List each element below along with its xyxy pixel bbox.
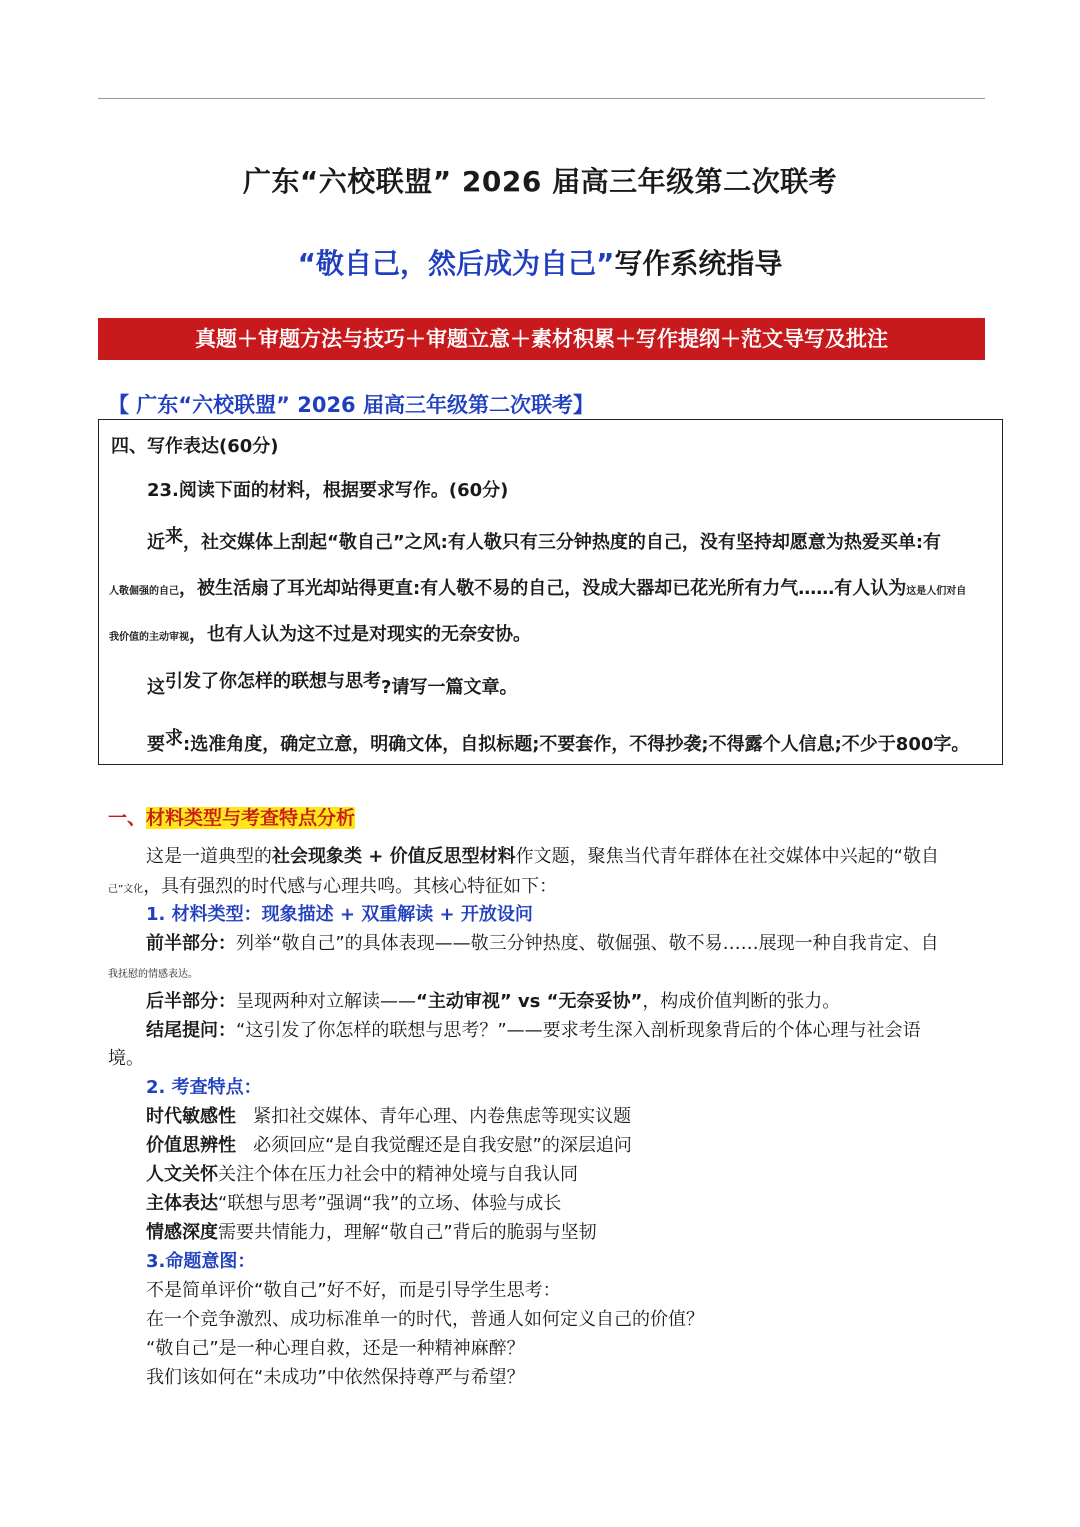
page-title: 广东“六校联盟” 2026 届高三年级第二次联考: [242, 165, 838, 198]
ending-question-tail: 境。: [108, 1048, 144, 1069]
trait-item: 情感深度需要共情能力，理解“敬自己”背后的脆弱与坚韧: [146, 1222, 597, 1243]
intent-line: 在一个竞争激烈、成功标准单一的时代，普通人如何定义自己的价值？: [146, 1309, 704, 1330]
back-half: 后半部分：呈现两种对立解读——“主动审视” vs “无奈妥协”，构成价值判断的张力。: [146, 991, 841, 1012]
trait-item: 时代敏感性 紧扣社交媒体、青年心理、内卷焦虑等现实议题: [146, 1106, 632, 1127]
trait-item: 人文关怀关注个体在压力社会中的精神处境与自我认同: [146, 1164, 578, 1185]
question-requirements: 要求:选准角度，确定立意，明确文体，自拟标题;不要套作，不得抄袭;不得露个人信息;不少于800字。: [147, 728, 970, 755]
analysis-intro-cont: 己”文化，具有强烈的时代感与心理共鸣。其核心特征如下：: [108, 876, 558, 897]
analysis-sub2: 2. 考查特点：: [146, 1077, 262, 1098]
material-line-2: 人敬倔强的自己，被生活扇了耳光却站得更直:有人敬不易的自己，没成大器却已花光所有力气……有人认为这是人们对自: [109, 578, 967, 599]
trait-item: 主体表达“联想与思考”强调“我”的立场、体验与成长: [146, 1193, 562, 1214]
question-box: [98, 419, 1003, 765]
front-half-tail: 我抚慰的情感表达。: [108, 969, 198, 980]
material-line-1: 近来，社交媒体上刮起“敬自己”之风:有人敬只有三分钟热度的自己，没有坚持却愿意为热爱买单:有: [147, 526, 942, 553]
question-ask: 这引发了你怎样的联想与思考?请写一篇文章。: [147, 671, 518, 698]
intent-line: 不是简单评价“敬自己”好不好，而是引导学生思考：: [146, 1280, 561, 1301]
intent-line: “敬自己”是一种心理自救，还是一种精神麻醉？: [146, 1338, 525, 1359]
content-banner: 真题＋审题方法与技巧＋审题立意＋素材积累＋写作提纲＋范文导写及批注: [98, 318, 985, 360]
intent-line: 我们该如何在“未成功”中依然保持尊严与希望？: [146, 1367, 525, 1388]
analysis-heading: 一、材料类型与考查特点分析: [108, 807, 356, 829]
subtitle-topic: “敬自己，然后成为自己”: [297, 247, 615, 280]
material-line-3: 我价值的主动审视，也有人认为这不过是对现实的无奈安协。: [109, 624, 531, 645]
page-subtitle: [0, 242, 1080, 282]
question-section: 四、写作表达(60分): [111, 436, 279, 457]
source-label: 【 广东“六校联盟” 2026 届高三年级第二次联考】: [108, 393, 594, 417]
question-prompt: 23.阅读下面的材料，根据要求写作。(60分): [147, 480, 509, 501]
front-half: 前半部分：列举“敬自己”的具体表现——敬三分钟热度、敬倔强、敬不易……展现一种自我肯定、自: [146, 933, 939, 954]
trait-item: 价值思辨性 必须回应“是自我觉醒还是自我安慰”的深层追问: [146, 1135, 632, 1156]
analysis-sub1: 1. 材料类型：现象描述 + 双重解读 + 开放设问: [146, 904, 533, 925]
subtitle-rest: 写作系统指导: [614, 247, 783, 280]
analysis-intro: 这是一道典型的社会现象类 + 价值反思型材料作文题，聚焦当代青年群体在社交媒体中兴起的“敬自: [146, 846, 939, 867]
top-divider: [98, 98, 985, 99]
analysis-sub3: 3.命题意图：: [146, 1251, 256, 1272]
ending-question: 结尾提问：“这引发了你怎样的联想与思考？”——要求考生深入剖析现象背后的个体心理与社会语: [146, 1020, 921, 1041]
